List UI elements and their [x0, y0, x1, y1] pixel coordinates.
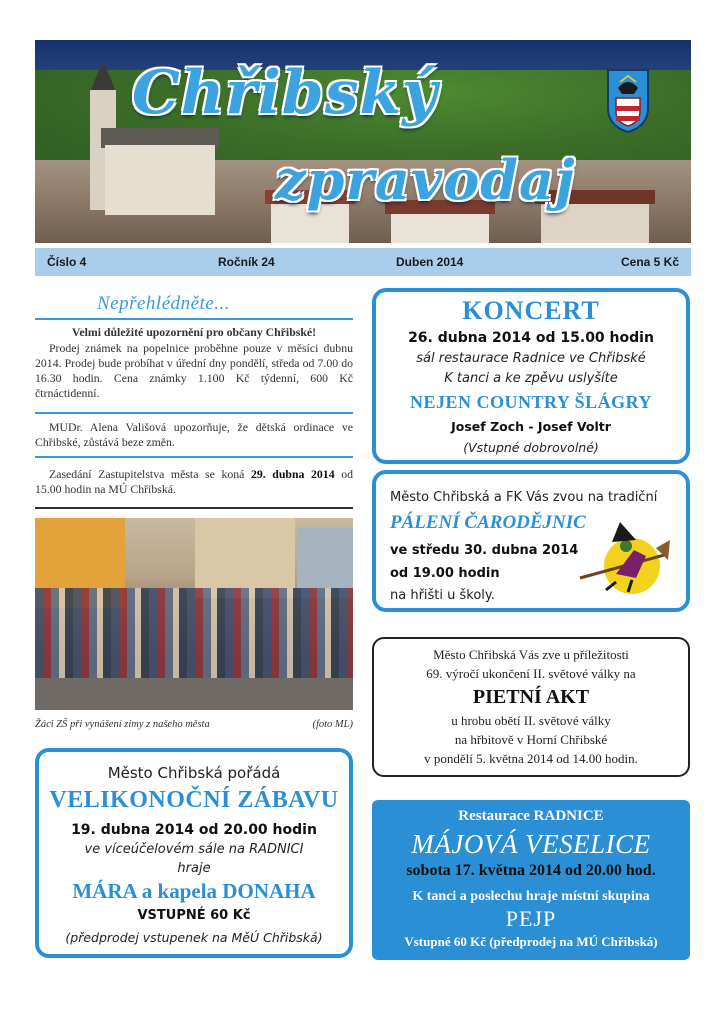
photo-crowd	[35, 588, 353, 678]
easter-organizer: Město Chřibská pořádá	[107, 764, 281, 782]
may-party-box	[372, 800, 690, 960]
notice-1-text: Prodej známek na popelnice proběhne pouze v měsíci dubnu 2014. Prodej bude probíhat v úřední dny pondělí, středa od 7.00 do 16.30 hodin. Cena známky 1.100 Kč týdenní, 600 Kč čtrnáctidenní.	[35, 341, 353, 400]
photo-credit: (foto ML)	[312, 719, 353, 730]
church-body	[105, 145, 215, 215]
easter-date: 19. dubna 2014 od 20.00 hodin	[71, 822, 317, 838]
memorial-title: PIETNÍ AKT	[472, 686, 590, 708]
notice-1-heading: Velmi důležité upozornění pro občany Chřibské!	[71, 325, 317, 339]
may-party-date: sobota 17. května 2014 od 20.00 hod.	[406, 862, 656, 879]
photo-building	[195, 518, 295, 598]
memorial-cemetery: na hřbitově v Horní Chřibské	[454, 732, 608, 747]
easter-title: VELIKONOČNÍ ZÁBAVU	[49, 787, 339, 813]
volume-number: Ročník 24	[218, 255, 275, 269]
witch-time: od 19.00 hodin	[390, 566, 500, 581]
may-party-title: MÁJOVÁ VESELICE	[411, 829, 651, 859]
memorial-date: v pondělí 5. května 2014 od 14.00 hodin.	[424, 751, 638, 766]
easter-presale: (předprodej vstupenek na MěÚ Chřibská)	[65, 930, 323, 945]
concert-venue: sál restaurace Radnice ve Chřibské	[416, 351, 646, 366]
may-party-intro: K tanci a poslechu hraje místní skupina	[412, 889, 650, 904]
easter-venue: ve víceúčelovém sále na RADNICI	[84, 842, 304, 857]
divider	[35, 456, 353, 458]
title-line2: zpravodaj	[275, 148, 576, 212]
may-party-entry: Vstupné 60 Kč (předprodej na MÚ Chřibská)	[404, 934, 658, 949]
memorial-location: u hrobu obětí II. světové války	[451, 713, 611, 728]
issue-price: Cena 5 Kč	[621, 255, 680, 269]
witch-title: PÁLENÍ ČARODĚJNIC	[390, 512, 586, 533]
divider	[35, 507, 353, 509]
town-crest-icon	[606, 68, 650, 134]
notice-3-after: od 15.00 hodin na MÚ Chřibská.	[35, 467, 353, 496]
easter-plays: hraje	[177, 861, 211, 876]
easter-band: MÁRA a kapela DONAHA	[72, 879, 316, 903]
witch-date: ve středu 30. dubna 2014	[390, 543, 579, 558]
title-line1: Chřibský	[132, 58, 438, 128]
easter-dance-box	[35, 748, 353, 958]
issue-number: Číslo 4	[47, 255, 87, 269]
notices-heading: Nepřehlédněte...	[97, 293, 231, 314]
issue-month: Duben 2014	[396, 255, 464, 269]
memorial-invite: Město Chřibská Vás zve u příležitosti	[433, 647, 629, 662]
concert-title: KONCERT	[462, 296, 600, 325]
may-party-venue: Restaurace RADNICE	[458, 808, 604, 824]
concert-entry: (Vstupné dobrovolné)	[463, 440, 599, 455]
photo-caption	[35, 719, 353, 730]
divider	[35, 318, 353, 320]
witch-invite: Město Chřibská a FK Vás zvou na tradiční	[390, 490, 658, 505]
photo-caption-text: Žáci ZŠ při vynášení zimy z našeho města	[35, 719, 210, 730]
notice-3-date: 29. dubna 2014	[250, 467, 335, 481]
church-spire	[90, 60, 116, 92]
witch-on-broom-icon	[576, 520, 672, 596]
concert-highlight: NEJEN COUNTRY ŠLÁGRY	[409, 392, 653, 412]
witch-burning-box	[372, 470, 690, 612]
memorial-occasion: 69. výročí ukončení II. světové války na	[426, 666, 636, 681]
divider	[35, 412, 353, 414]
concert-date: 26. dubna 2014 od 15.00 hodin	[408, 330, 654, 346]
concert-performers: Josef Zoch - Josef Voltr	[451, 419, 611, 434]
photo-street	[35, 678, 353, 710]
notice-3-before: Zasedání Zastupitelstva města se koná	[49, 467, 251, 481]
witch-place: na hřišti u školy.	[390, 588, 495, 603]
concert-box	[372, 288, 690, 464]
notice-2-text: MUDr. Alena Vališová upozorňuje, že dětská ordinace ve Chřibské, zůstává beze změn.	[35, 420, 353, 449]
notice-3-text	[35, 467, 353, 497]
issue-info-bar	[35, 248, 691, 276]
concert-intro: K tanci a ke zpěvu uslyšíte	[444, 371, 618, 386]
house	[391, 214, 489, 243]
memorial-box	[372, 637, 690, 777]
may-party-band: PEJP	[505, 906, 557, 931]
photo-winter-procession	[35, 518, 353, 710]
easter-entry: VSTUPNÉ 60 Kč	[137, 908, 251, 923]
